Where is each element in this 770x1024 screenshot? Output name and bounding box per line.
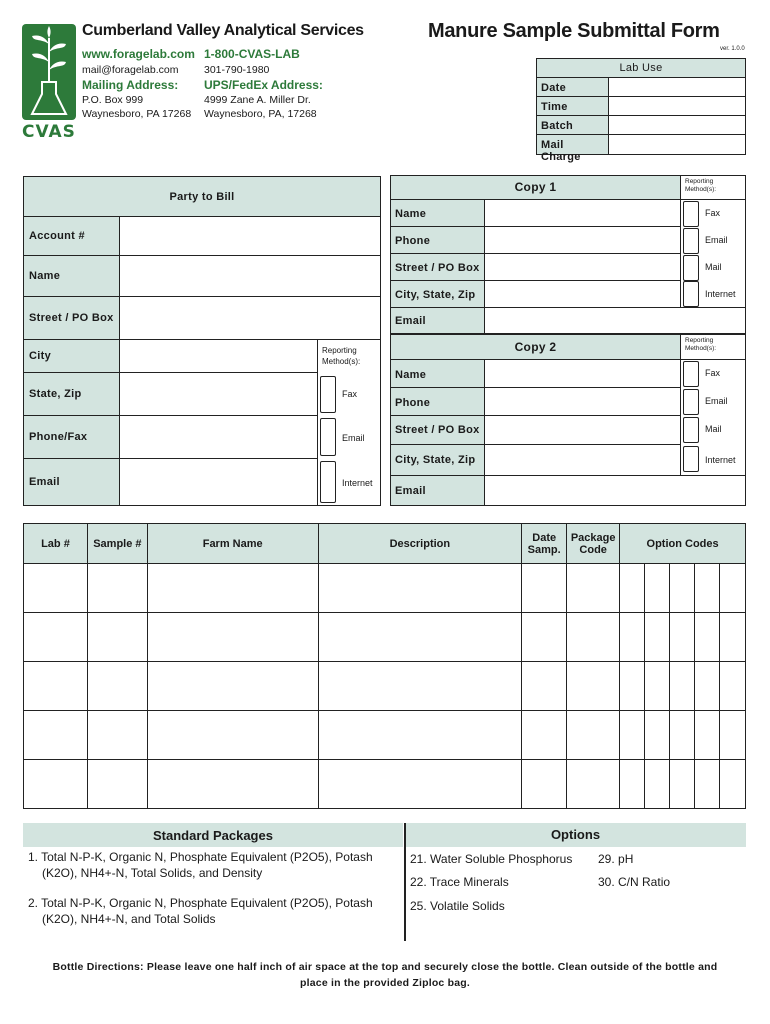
copy1-internet-label: Internet: [705, 289, 736, 299]
lab-batch-field[interactable]: [608, 115, 746, 135]
flask-plant-icon: [22, 24, 76, 120]
packages-header: [23, 823, 403, 847]
col-package-code: Package Code: [567, 524, 620, 564]
copy2-phone-label: Phone: [395, 397, 431, 409]
copy2-city-field[interactable]: [484, 444, 681, 476]
table-row[interactable]: [24, 711, 746, 760]
options-heading: Options: [550, 827, 601, 842]
copy1-email-label: Email: [395, 315, 426, 327]
bill-reporting-label: Reporting Method(s):: [322, 346, 361, 366]
copy1-header: [390, 175, 681, 200]
copy1-heading: Copy 1: [514, 180, 557, 194]
copy1-phone-field[interactable]: [484, 226, 681, 254]
bill-header: [23, 176, 381, 217]
packages-heading: Standard Packages: [153, 828, 273, 843]
bill-email-method-label: Email: [342, 433, 365, 443]
option-29: 29. pH: [598, 852, 634, 866]
bill-state-label: State, Zip: [29, 388, 82, 400]
copy2-email-field[interactable]: [484, 475, 746, 506]
bill-city-label: City: [29, 350, 51, 362]
option-25: 25. Volatile Solids: [410, 899, 505, 913]
lab-batch-label: Batch: [541, 120, 574, 132]
mailing-line1: P.O. Box 999: [82, 94, 144, 106]
copy1-email-checkbox[interactable]: [683, 228, 699, 254]
bill-account-field[interactable]: [119, 216, 381, 256]
package-item-1: 1. Total N-P-K, Organic N, Phosphate Equivalent (P2O5), Potash (K2O), NH4+-N, Total Solids, and Density: [28, 850, 373, 880]
copy2-reporting-label: Reporting Method(s):: [685, 337, 717, 352]
copy2-fax-label: Fax: [705, 368, 721, 378]
cvas-logo: [22, 24, 76, 144]
ups-line2: Waynesboro, PA, 17268: [204, 108, 317, 120]
copy2-header: [390, 334, 681, 360]
copy1-internet-checkbox[interactable]: [683, 281, 699, 307]
sample-header-row: [24, 524, 746, 564]
copy1-street-field[interactable]: [484, 253, 681, 281]
lab-date-label: Date: [541, 82, 567, 94]
bill-fax-label: Fax: [342, 389, 358, 399]
bill-account-label: Account #: [29, 230, 85, 242]
copy1-email-method-label: Email: [705, 235, 728, 245]
copy2-internet-label: Internet: [705, 455, 736, 465]
table-row[interactable]: [24, 613, 746, 662]
bill-name-label: Name: [29, 270, 61, 282]
form-title: Manure Sample Submittal Form: [428, 20, 720, 42]
copy1-mail-label: Mail: [705, 262, 722, 272]
bottle-directions: Bottle Directions: Please leave one half inch of air space at the top and securely close the bottle. Clean outside of the bottle and place in the provided Ziploc bag.: [52, 961, 718, 989]
lab-use-header: [536, 58, 746, 78]
col-date-sampled: Date Samp.: [522, 524, 567, 564]
lab-mail-charge-label: Mail Charge: [541, 139, 581, 163]
website-link[interactable]: www.foragelab.com: [82, 47, 195, 61]
copy2-heading: Copy 2: [514, 340, 557, 354]
bill-name-field[interactable]: [119, 255, 381, 297]
copy1-street-label: Street / PO Box: [395, 262, 480, 274]
col-lab-number: Lab #: [24, 524, 88, 564]
lab-mail-charge-field[interactable]: [608, 134, 746, 155]
sample-table: [23, 523, 746, 809]
options-header: [405, 823, 746, 847]
option-30: 30. C/N Ratio: [598, 875, 671, 889]
option-21: 21. Water Soluble Phosphorus: [410, 852, 573, 866]
bill-heading: Party to Bill: [169, 191, 235, 203]
table-row[interactable]: [24, 662, 746, 711]
form-version: ver. 1.0.0: [720, 46, 745, 52]
copy2-phone-field[interactable]: [484, 387, 681, 416]
copy2-fax-checkbox[interactable]: [683, 361, 699, 387]
copy1-mail-checkbox[interactable]: [683, 255, 699, 281]
lab-time-label: Time: [541, 101, 568, 113]
bill-email-label: Email: [29, 476, 60, 488]
lab-date-field[interactable]: [608, 77, 746, 97]
bill-phone-label: Phone/Fax: [29, 431, 88, 443]
copy1-name-field[interactable]: [484, 199, 681, 227]
copy2-email-method-label: Email: [705, 396, 728, 406]
lab-time-field[interactable]: [608, 96, 746, 116]
company-name: Cumberland Valley Analytical Services: [82, 22, 364, 39]
bill-email-checkbox[interactable]: [320, 418, 336, 456]
package-item-2: 2. Total N-P-K, Organic N, Phosphate Equivalent (P2O5), Potash (K2O), NH4+-N, and Total Solids: [28, 896, 373, 926]
col-description: Description: [318, 524, 522, 564]
bill-fax-checkbox[interactable]: [320, 376, 336, 413]
mailing-line2: Waynesboro, PA 17268: [82, 108, 192, 120]
copy1-email-field[interactable]: [484, 307, 746, 334]
copy1-reporting-label: Reporting Method(s):: [685, 178, 717, 193]
copy1-fax-checkbox[interactable]: [683, 201, 699, 227]
copy1-city-label: City, State, Zip: [395, 289, 476, 301]
col-sample-number: Sample #: [87, 524, 147, 564]
company-phone: 301-790-1980: [204, 64, 270, 76]
col-farm-name: Farm Name: [147, 524, 318, 564]
table-row[interactable]: [24, 760, 746, 809]
copy2-name-label: Name: [395, 369, 427, 381]
copy2-street-field[interactable]: [484, 415, 681, 445]
bill-internet-label: Internet: [342, 478, 373, 488]
bill-street-field[interactable]: [119, 296, 381, 340]
col-option-codes: Option Codes: [620, 524, 746, 564]
bill-city-field[interactable]: [119, 339, 318, 373]
bill-internet-checkbox[interactable]: [320, 461, 336, 503]
copy2-mail-checkbox[interactable]: [683, 417, 699, 443]
bill-phone-field[interactable]: [119, 415, 318, 459]
copy2-email-checkbox[interactable]: [683, 389, 699, 415]
company-email[interactable]: mail@foragelab.com: [82, 64, 179, 76]
packages-divider: [404, 823, 406, 941]
bill-state-field[interactable]: [119, 372, 318, 416]
copy2-email-label: Email: [395, 485, 426, 497]
bill-street-label: Street / PO Box: [29, 312, 114, 324]
copy1-name-label: Name: [395, 208, 427, 220]
ups-line1: 4999 Zane A. Miller Dr.: [204, 94, 311, 106]
mailing-heading: Mailing Address:: [82, 78, 179, 92]
lab-use-heading: Lab Use: [619, 62, 663, 74]
logo-text: CVAS: [22, 122, 76, 142]
table-row[interactable]: [24, 564, 746, 613]
copy2-mail-label: Mail: [705, 424, 722, 434]
copy2-street-label: Street / PO Box: [395, 424, 480, 436]
ups-heading: UPS/FedEx Address:: [204, 78, 323, 92]
option-22: 22. Trace Minerals: [410, 875, 509, 889]
copy2-name-field[interactable]: [484, 359, 681, 388]
copy2-internet-checkbox[interactable]: [683, 446, 699, 472]
bill-email-field[interactable]: [119, 458, 318, 506]
copy1-fax-label: Fax: [705, 208, 721, 218]
copy2-city-label: City, State, Zip: [395, 454, 476, 466]
copy1-city-field[interactable]: [484, 280, 681, 308]
tollfree-phone: 1-800-CVAS-LAB: [204, 47, 300, 61]
copy1-phone-label: Phone: [395, 235, 431, 247]
